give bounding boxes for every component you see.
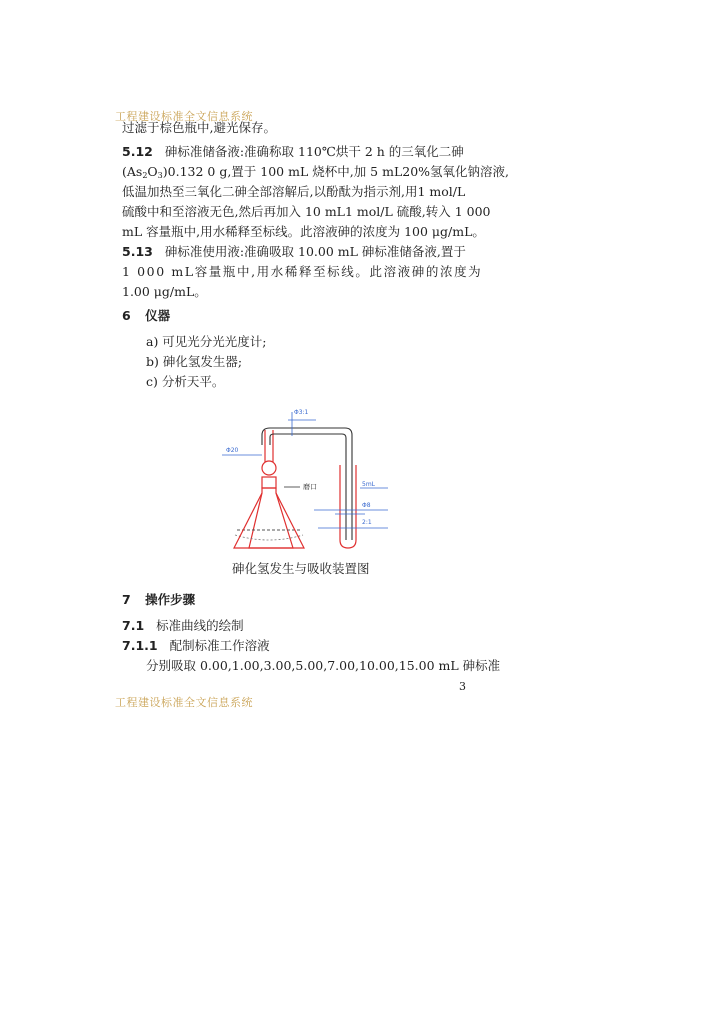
heading-title: 操作步骤 bbox=[145, 592, 196, 607]
section-7-heading bbox=[122, 590, 195, 608]
last-line: 分别吸取 0.00,1.00,3.00,5.00,7.00,10.00,15.00 mL 砷标准 bbox=[146, 658, 501, 673]
flask-liquid-dots bbox=[235, 535, 303, 540]
formula-part: (As bbox=[122, 164, 143, 179]
section-text: 标准曲线的绘制 bbox=[156, 618, 244, 633]
instrument-item: a) 可见光分光光度计; bbox=[146, 334, 267, 349]
flask-body bbox=[234, 493, 304, 548]
watermark-top: 工程建设标准全文信息系统 bbox=[115, 110, 253, 123]
heading-number: 6 bbox=[122, 308, 131, 323]
intro-line: 过滤于棕色瓶中,避光保存。 bbox=[122, 120, 276, 135]
page-number: 3 bbox=[459, 680, 466, 693]
section-number: 5.12 bbox=[122, 144, 153, 159]
section-number: 5.13 bbox=[122, 244, 153, 259]
section-number: 7.1 bbox=[122, 618, 145, 633]
watermark-bottom: 工程建设标准全文信息系统 bbox=[115, 696, 253, 709]
dim-label-top: Φ3:1 bbox=[294, 409, 309, 416]
figure-caption: 砷化氢发生与吸收装置图 bbox=[232, 561, 370, 576]
section-5-12-line-5: mL 容量瓶中,用水稀释至标线。此溶液砷的浓度为 100 μg/mL。 bbox=[122, 224, 485, 239]
heading-number: 7 bbox=[122, 592, 131, 607]
dim-label-volume: 5mL bbox=[362, 481, 376, 488]
section-7-1 bbox=[122, 618, 244, 634]
section-text: 砷标准储备液:准确称取 110℃烘干 2 h 的三氧化二砷 bbox=[164, 144, 464, 159]
dim-label-diameter: Φ8 bbox=[362, 502, 371, 509]
section-5-13-line-3: 1.00 μg/mL。 bbox=[122, 284, 207, 299]
instrument-item: c) 分析天平。 bbox=[146, 374, 225, 389]
dim-label-left: Φ20 bbox=[226, 447, 239, 454]
section-5-12-line-4: 硫酸中和至溶液无色,然后再加入 10 mL1 mol/L 硫酸,转入 1 000 bbox=[122, 204, 491, 219]
section-number: 7.1.1 bbox=[122, 638, 158, 653]
formula-part: O bbox=[147, 164, 158, 179]
section-5-13-line-2: 1 000 mL容量瓶中,用水稀释至标线。此溶液砷的浓度为 bbox=[122, 264, 483, 279]
dimension-lines bbox=[222, 412, 388, 528]
label-ground-mouth: 磨口 bbox=[303, 483, 317, 491]
section-5-12-line-3: 低温加热至三氧化二砷全部溶解后,以酚酞为指示剂,用1 mol/L bbox=[122, 184, 466, 199]
formula-subscript: 3 bbox=[157, 171, 163, 180]
dim-label-bottom: 2:1 bbox=[362, 519, 372, 526]
section-7-1-1 bbox=[122, 638, 270, 654]
formula-subscript: 2 bbox=[142, 171, 148, 180]
flask-outline bbox=[249, 430, 293, 548]
absorption-tube bbox=[340, 465, 356, 548]
heading-title: 仪器 bbox=[145, 308, 171, 323]
section-text: 砷标准使用液:准确吸取 10.00 mL 砷标准储备液,置于 bbox=[164, 244, 466, 259]
instrument-item: b) 砷化氢发生器; bbox=[146, 354, 243, 369]
formula-part: )0.132 0 g,置于 100 mL 烧杯中,加 5 mL20%氢氧化钠溶液, bbox=[162, 164, 510, 179]
section-text: 配制标准工作溶液 bbox=[169, 638, 270, 653]
